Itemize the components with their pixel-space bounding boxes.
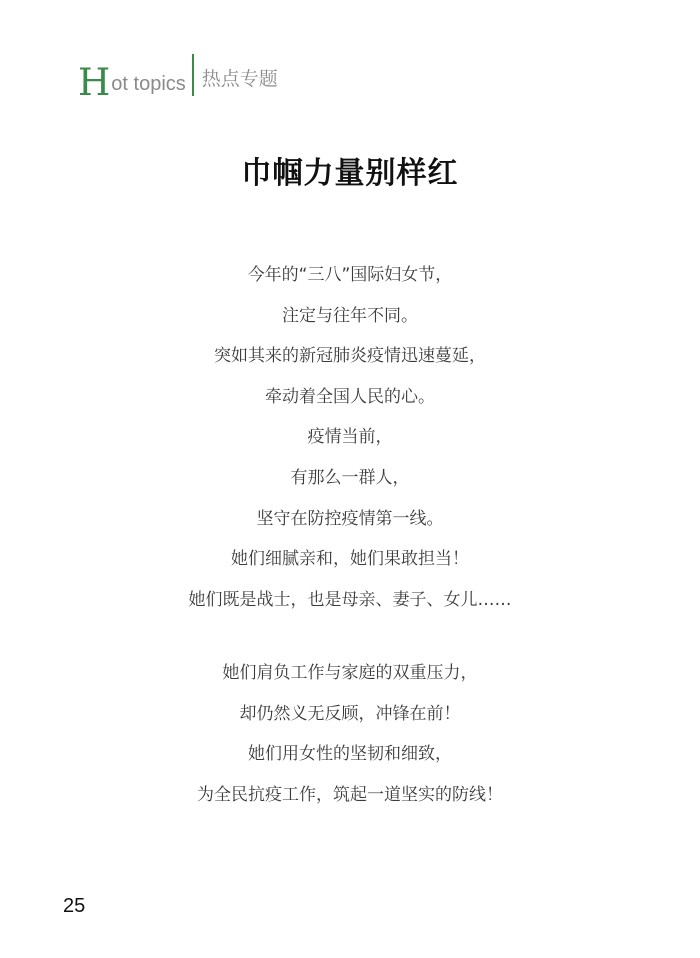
poem-line: 她们肩负工作与家庭的双重压力， bbox=[222, 663, 478, 683]
article-title: 巾帼力量别样红 bbox=[241, 156, 459, 191]
section-header-english bbox=[78, 60, 186, 104]
poem-line: 牵动着全国人民的心。 bbox=[265, 386, 435, 407]
poem-line: 疫情当前， bbox=[307, 427, 393, 448]
poem-line: 她们既是战士，也是母亲、妻子、女儿…… bbox=[188, 589, 512, 610]
poem-line: 为全民抗疫工作，筑起一道坚实的防线！ bbox=[197, 784, 503, 805]
section-header-divider bbox=[192, 54, 194, 96]
section-header bbox=[78, 52, 278, 104]
poem-line: 突如其来的新冠肺炎疫情迅速蔓延， bbox=[214, 346, 486, 367]
poem-line: 她们用女性的坚韧和细致， bbox=[248, 744, 452, 765]
section-header-english-rest: ot topics bbox=[111, 73, 186, 95]
poem-line: 坚守在防控疫情第一线。 bbox=[256, 508, 444, 529]
section-header-chinese: 热点专题 bbox=[201, 68, 278, 90]
poem-line: 有那么一群人， bbox=[290, 467, 410, 488]
poem-line: 注定与往年不同。 bbox=[282, 305, 418, 326]
section-header-initial: H bbox=[78, 60, 111, 104]
poem-stanza-1 bbox=[0, 262, 700, 627]
poem-line: 她们细腻亲和，她们果敢担当！ bbox=[231, 549, 469, 570]
poem-line: 今年的“三八”国际妇女节， bbox=[247, 265, 453, 285]
poem-stanza-2 bbox=[0, 660, 700, 822]
poem-line: 却仍然义无反顾，冲锋在前！ bbox=[239, 703, 461, 724]
page-number: 25 bbox=[63, 895, 86, 917]
